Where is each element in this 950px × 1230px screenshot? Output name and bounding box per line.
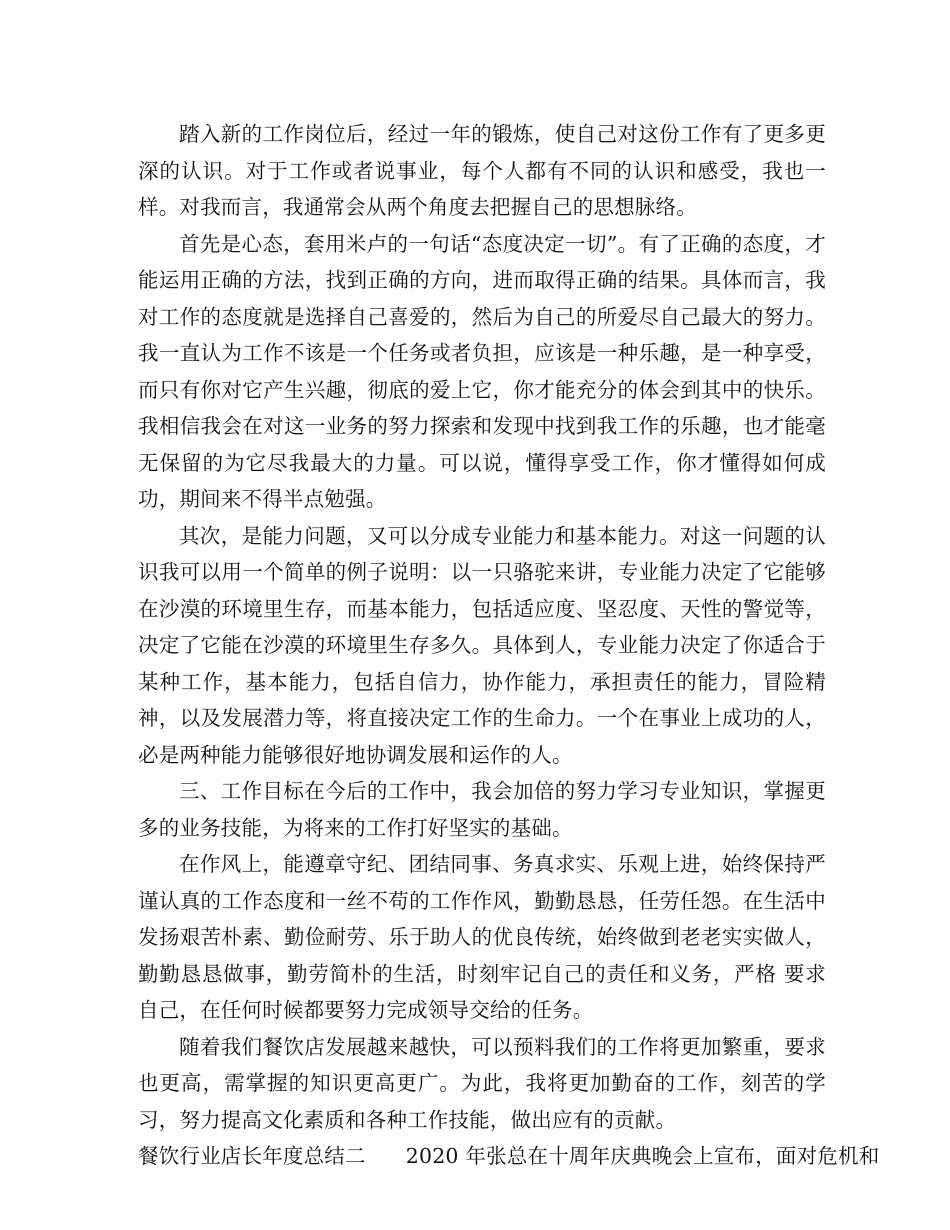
- section-intro: 2020 年张总在十周年庆典晚会上宣布，面对危机和: [405, 1144, 880, 1168]
- paragraph-5: 在作风上，能遵章守纪、团结同事、务真求实、乐观上进，始终保持严谨认真的工作态度和一丝不苟的工作作风，勤勤恳恳，任劳任怨。在生活中发扬艰苦朴素、勤俭耐劳、乐于助人的优良传统，始终做到老老实实做人，勤勤恳恳做事，勤劳简朴的生活，时刻牢记自己的责任和义务，严格 要求自己，在任何时候都要努力完成领导交给的任务。: [138, 852, 826, 1022]
- paragraph-3: 其次，是能力问题，又可以分成专业能力和基本能力。对这一问题的认识我可以用一个简单的例子说明：以一只骆驼来讲，专业能力决定了它能够在沙漠的环境里生存，而基本能力，包括适应度、坚忍度、天性的警觉等，决定了它能在沙漠的环境里生存多久。具体到人，专业能力决定了你适合于某种工作，基本能力，包括自信力，协作能力，承担责任的能力，冒险精神，以及发展潜力等，将直接决定工作的生命力。一个在事业上成功的人，必是两种能力能够很好地协调发展和运作的人。: [138, 523, 826, 767]
- document-body: [138, 116, 880, 1175]
- paragraph-4: 三、工作目标在今后的工作中，我会加倍的努力学习专业知识，掌握更多的业务技能，为将来的工作打好坚实的基础。: [138, 779, 826, 840]
- paragraph-1: 踏入新的工作岗位后，经过一年的锻炼，使自己对这份工作有了更多更深的认识。对于工作或者说事业，每个人都有不同的认识和感受，我也一样。对我而言，我通常会从两个角度去把握自己的思想脉络。: [138, 122, 826, 219]
- paragraph-6: 随着我们餐饮店发展越来越快，可以预料我们的工作将更加繁重，要求也更高，需掌握的知识更高更广。为此，我将更加勤奋的工作，刻苦的学习，努力提高文化素质和各种工作技能，做出应有的贡献。: [138, 1034, 826, 1132]
- paragraph-2: 首先是心态，套用米卢的一句话“态度决定一切”。有了正确的态度，才能运用正确的方法，找到正确的方向，进而取得正确的结果。具体而言，我对工作的态度就是选择自己喜爱的，然后为自己的所爱尽自己最大的努力。我一直认为工作不该是一个任务或者负担，应该是一种乐趣，是一种享受，而只有你对它产生兴趣，彻底的爱上它，你才能充分的体会到其中的快乐。我相信我会在对这一业务的努力探索和发现中找到我工作的乐趣，也才能毫无保留的为它尽我最大的力量。可以说，懂得享受工作，你才懂得如何成功，期间来不得半点勉强。: [138, 231, 826, 511]
- section-title: 餐饮行业店长年度总结二: [138, 1144, 366, 1168]
- section-line: [138, 1138, 880, 1175]
